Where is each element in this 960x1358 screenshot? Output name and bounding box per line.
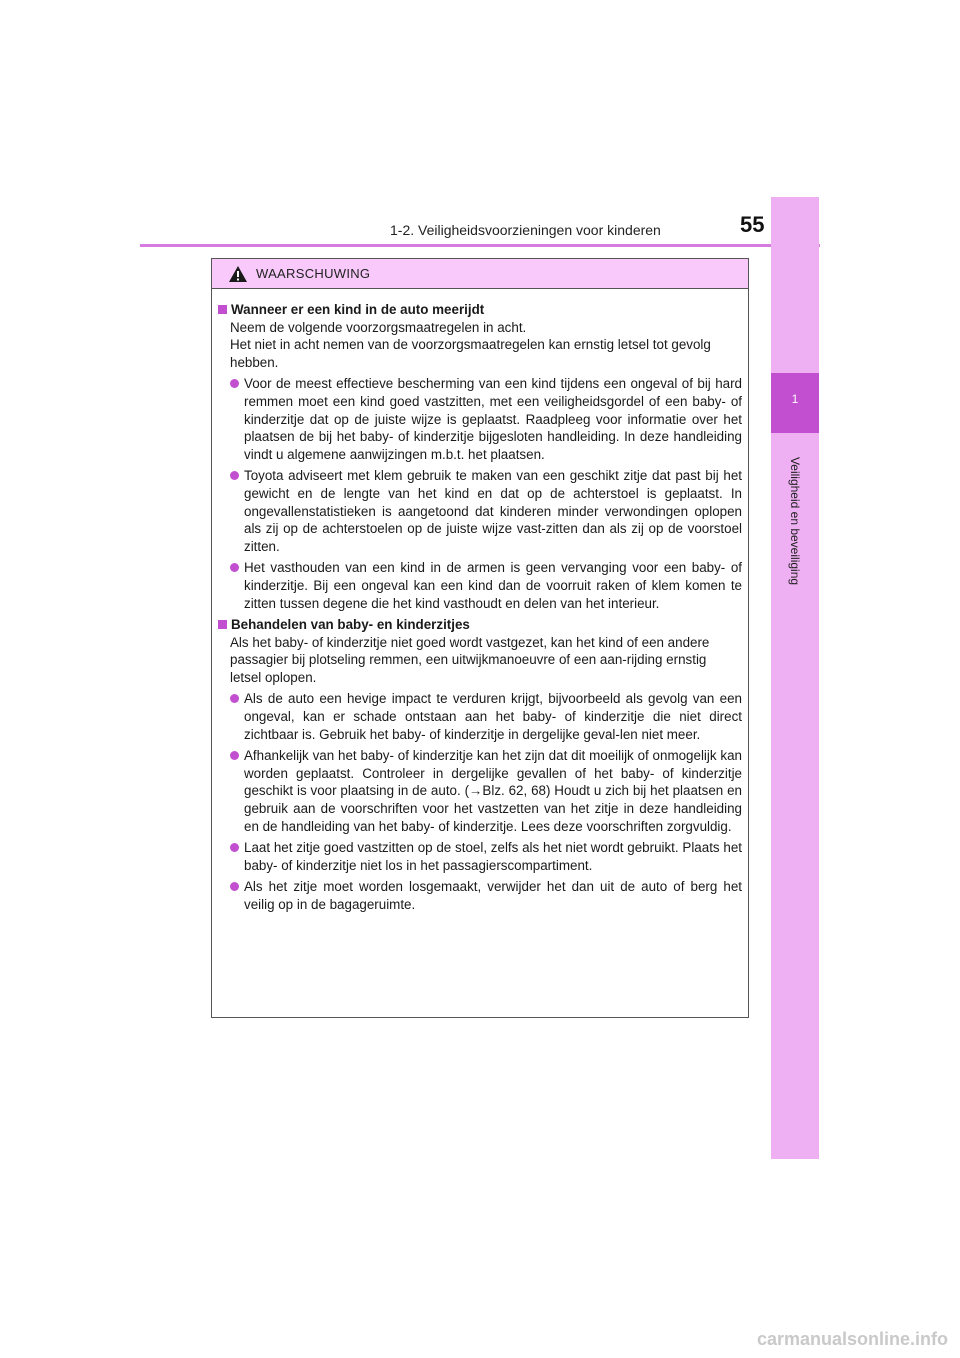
section-heading-text: Behandelen van baby- en kinderzitjes [231, 617, 470, 633]
bullet-dot-icon [230, 379, 239, 388]
bullet-dot-icon [230, 843, 239, 852]
warning-box [211, 258, 749, 1018]
list-item-text: Afhankelijk van het baby- of kinderzitje kan het zijn dat dit moeilijk of onmogelijk kan worden geplaatst. Controleer in dergelijke gevallen of het baby- of kinderzitje geschikt is voor plaatsing in de auto. (→Blz. 62, 68) Houdt u zich bij het plaatsen en gebruik aan de voorschriften voor het vastzetten van het zitje in deze handleiding en de handleiding van het baby- of kinderzitje. Lees deze voorschriften zorgvuldig. [244, 748, 742, 834]
warning-content [212, 289, 748, 914]
warning-title: WAARSCHUWING [256, 266, 371, 281]
chapter-label: Veiligheid en beveiliging [788, 456, 802, 586]
bullet-list [218, 690, 742, 913]
list-item [218, 690, 742, 743]
list-item-text: Laat het zitje goed vastzitten op de stoel, zelfs als het niet wordt gebruikt. Plaats het baby- of kinderzitje niet los in het passagierscompartiment. [244, 840, 742, 873]
list-item-text: Toyota adviseert met klem gebruik te maken van een geschikt zitje dat past bij het gewicht en de lengte van het kind en dat op de achterstoel is geplaatst. In ongevallenstatistieken is aangetoond dat kinderen minder verwondingen oplopen als zij op de achterstoelen op de juiste wijze vast-zitten dan als zij op de voorstoel zitten. [244, 468, 742, 554]
list-item-text: Als de auto een hevige impact te verduren krijgt, bijvoorbeeld als gevolg van een ongeval, kan er schade ontstaan aan het baby- of kinderzitje die niet direct zichtbaar is. Gebruik het baby- of kinderzitje in dergelijke geval-len niet meer. [244, 691, 742, 742]
bullet-dot-icon [230, 882, 239, 891]
page-number: 55 [740, 212, 765, 237]
square-bullet-icon [218, 620, 227, 629]
list-item [218, 467, 742, 555]
list-item [218, 839, 742, 874]
header-divider [140, 244, 820, 247]
bullet-list [218, 375, 742, 612]
list-item-text: Voor de meest effectieve bescherming van een kind tijdens een ongeval of bij hard remmen moet een kind goed vastzitten, met een veiligheidsgordel of een baby- of kinderzitje dat op de juiste wijze is geplaatst. Raadpleeg voor informatie over het plaatsen de bij het baby- of kinderzitje bijgesloten handleiding. In deze handleiding vindt u algemene aanwijzingen m.b.t. het plaatsen. [244, 376, 742, 462]
section-paragraph: Neem de volgende voorzorgsmaatregelen in acht. [230, 319, 527, 335]
section-paragraph: Als het baby- of kinderzitje niet goed wordt vastgezet, kan het kind of een andere passagier bij plotseling remmen, een uitwijkmanoeuvre of een aan-rijding ernstig letsel oplopen. [230, 634, 710, 685]
bullet-dot-icon [230, 694, 239, 703]
list-item-text: Als het zitje moet worden losgemaakt, verwijder het dan uit de auto of berg het veilig op in de bagageruimte. [244, 879, 742, 912]
bullet-dot-icon [230, 563, 239, 572]
side-tab-band [771, 197, 819, 1159]
warning-triangle-icon [228, 265, 248, 283]
section-heading [218, 616, 742, 634]
bullet-dot-icon [230, 471, 239, 480]
warning-header [212, 259, 748, 289]
list-item [218, 559, 742, 612]
section-heading-text: Wanneer er een kind in de auto meerijdt [231, 302, 485, 317]
section-title: 1-2. Veiligheidsvoorzieningen voor kinderen [390, 222, 661, 238]
bullet-dot-icon [230, 751, 239, 760]
square-bullet-icon [218, 305, 227, 314]
chapter-number: 1 [791, 392, 799, 406]
list-item [218, 747, 742, 835]
section-paragraph: Het niet in acht nemen van de voorzorgsmaatregelen kan ernstig letsel tot gevolg hebben. [230, 337, 711, 370]
list-item-text: Het vasthouden van een kind in de armen is geen vervanging voor een baby- of kinderzitje. Bij een ongeval kan een kind dan de voorruit raken of klem komen te zitten tussen degene die het kind vasthoudt en delen van het interieur. [244, 560, 742, 611]
list-item [218, 375, 742, 463]
section-heading [218, 301, 742, 319]
list-item [218, 878, 742, 913]
watermark: carmanualsonline.info [756, 1329, 948, 1349]
